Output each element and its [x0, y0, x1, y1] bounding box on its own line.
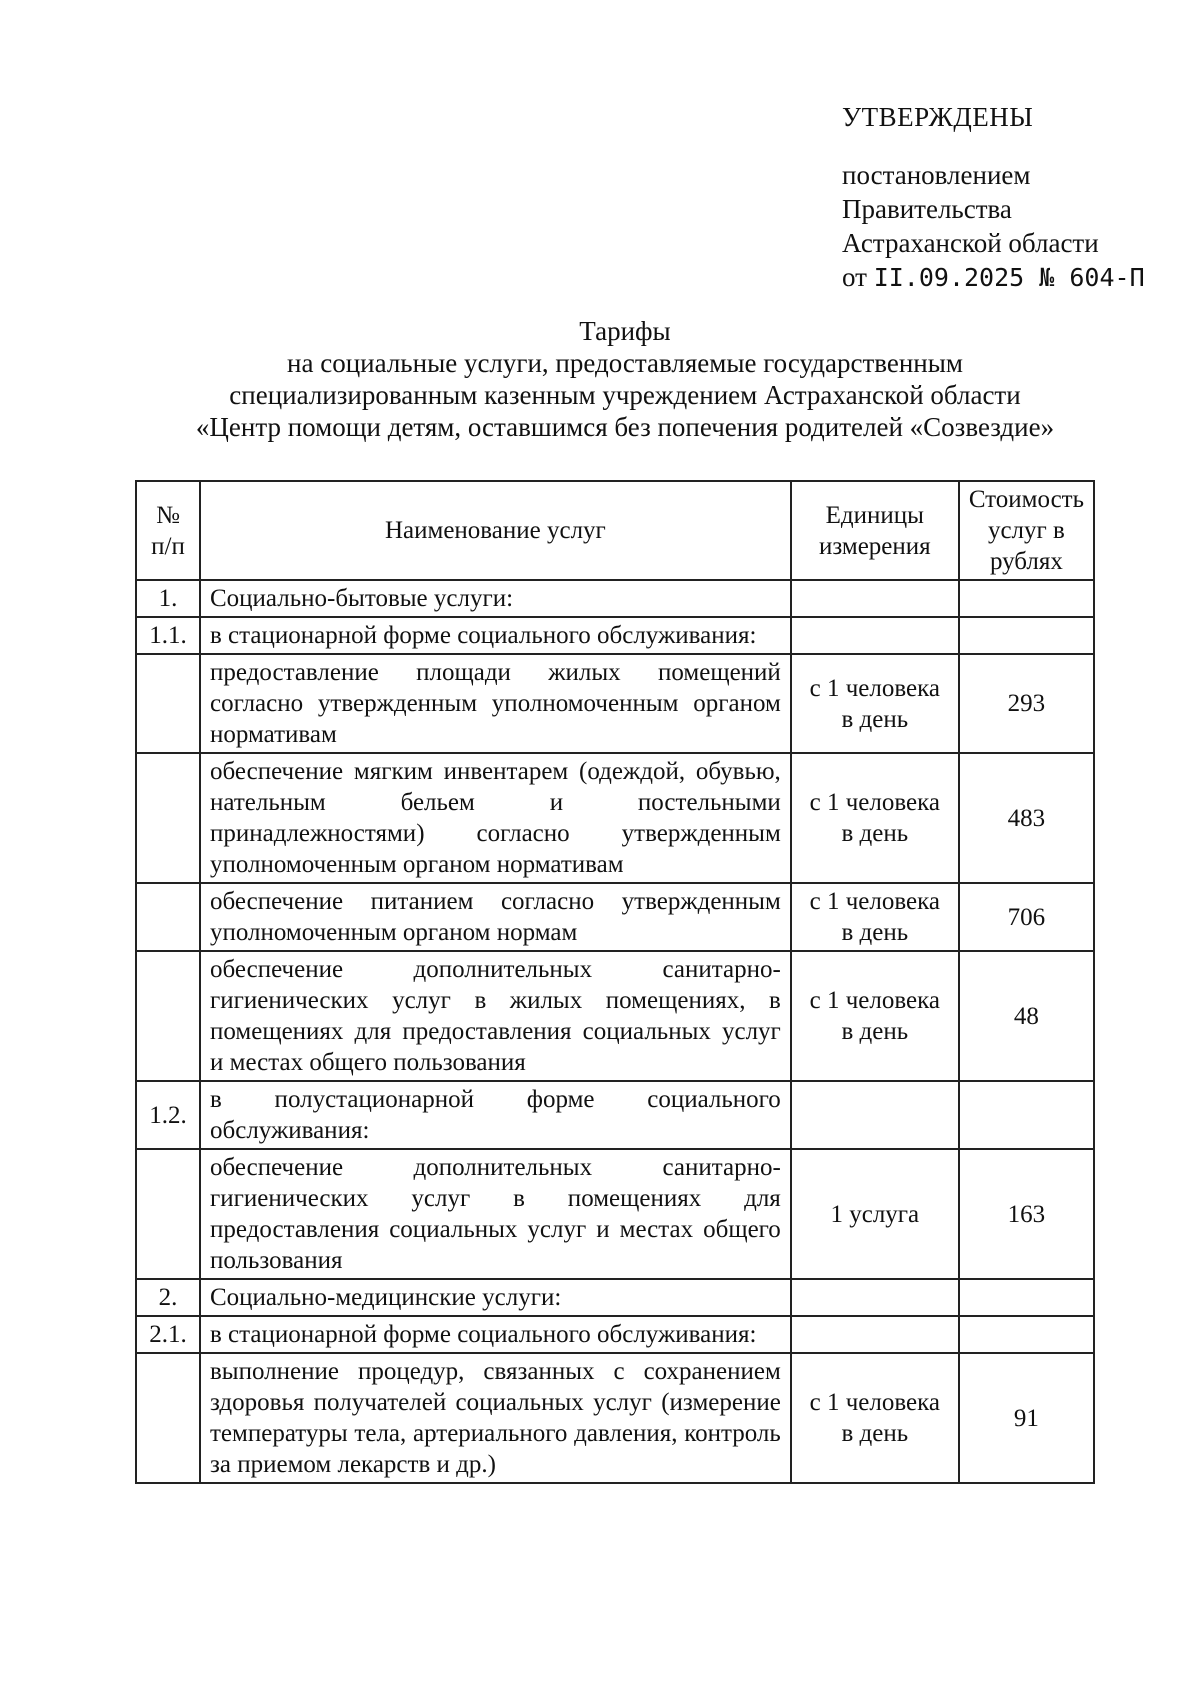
row-num: [136, 883, 200, 951]
header-cost: Стоимость услуг в рублях: [959, 481, 1094, 580]
row-cost: 163: [959, 1149, 1094, 1279]
table-row: [136, 580, 1094, 617]
approval-date: [842, 260, 1145, 295]
row-service-name: выполнение процедур, связанных с сохранением здоровья получателей социальных услуг (измерение температуры тела, артериального давления, контроль за приемом лекарств и др.): [200, 1353, 791, 1483]
heading-line-2: на социальные услуги, предоставляемые государственным: [287, 348, 963, 378]
row-unit: с 1 человека в день: [791, 883, 959, 951]
row-num: 1.1.: [136, 617, 200, 654]
table-row: [136, 883, 1094, 951]
row-unit: [791, 1316, 959, 1353]
table-row: [136, 1081, 1094, 1149]
row-num: [136, 1149, 200, 1279]
table-row: [136, 1353, 1094, 1483]
approval-date-prefix: от: [842, 262, 867, 292]
row-num: 2.1.: [136, 1316, 200, 1353]
approval-line-2: Правительства: [842, 194, 1012, 224]
row-cost: 293: [959, 654, 1094, 753]
table-row: [136, 617, 1094, 654]
header-name: Наименование услуг: [200, 481, 791, 580]
approval-date-value: II.09.2025 № 604-П: [873, 263, 1145, 292]
heading-line-4: «Центр помощи детям, оставшимся без попечения родителей «Созвездие»: [195, 412, 1055, 442]
header-num: № п/п: [136, 481, 200, 580]
heading-title: Тарифы: [579, 316, 671, 346]
row-service-name: обеспечение дополнительных санитарно-гигиенических услуг в помещениях для предоставления социальных услуг и местах общего пользования: [200, 1149, 791, 1279]
table-header-row: [136, 481, 1094, 580]
table-row: [136, 951, 1094, 1081]
approval-line-3: Астраханской области: [842, 228, 1099, 258]
approval-line-1: постановлением: [842, 160, 1031, 190]
row-num: [136, 654, 200, 753]
row-service-name: Социально-бытовые услуги:: [200, 580, 791, 617]
row-cost: [959, 1279, 1094, 1316]
row-unit: [791, 617, 959, 654]
approval-title: УТВЕРЖДЕНЫ: [842, 102, 1034, 132]
row-service-name: в стационарной форме социального обслуживания:: [200, 1316, 791, 1353]
row-unit: с 1 человека в день: [791, 753, 959, 883]
row-unit: [791, 580, 959, 617]
approval-block: [842, 100, 1145, 295]
row-service-name: в полустационарной форме социального обслуживания:: [200, 1081, 791, 1149]
row-unit: 1 услуга: [791, 1149, 959, 1279]
document-heading: [0, 315, 1200, 443]
row-num: 2.: [136, 1279, 200, 1316]
row-cost: [959, 1316, 1094, 1353]
row-service-name: обеспечение дополнительных санитарно-гигиенических услуг в жилых помещениях, в помещениях для предоставления социальных услуг и местах общего пользования: [200, 951, 791, 1081]
row-cost: [959, 617, 1094, 654]
row-service-name: обеспечение питанием согласно утвержденным уполномоченным органом нормам: [200, 883, 791, 951]
row-cost: [959, 580, 1094, 617]
row-unit: [791, 1081, 959, 1149]
row-num: 1.: [136, 580, 200, 617]
row-service-name: обеспечение мягким инвентарем (одеждой, обувью, нательным бельем и постельными принадлежностями) согласно утвержденным уполномоченным органом нормативам: [200, 753, 791, 883]
header-unit: Единицы измерения: [791, 481, 959, 580]
table-row: [136, 753, 1094, 883]
heading-line-3: специализированным казенным учреждением Астраханской области: [229, 380, 1021, 410]
table-row: [136, 654, 1094, 753]
row-service-name: в стационарной форме социального обслуживания:: [200, 617, 791, 654]
table-row: [136, 1149, 1094, 1279]
row-unit: с 1 человека в день: [791, 1353, 959, 1483]
tariffs-table: [135, 480, 1095, 1484]
row-num: [136, 1353, 200, 1483]
row-unit: [791, 1279, 959, 1316]
table-row: [136, 1279, 1094, 1316]
row-cost: 483: [959, 753, 1094, 883]
row-service-name: Социально-медицинские услуги:: [200, 1279, 791, 1316]
row-num: [136, 753, 200, 883]
row-unit: с 1 человека в день: [791, 951, 959, 1081]
row-cost: 706: [959, 883, 1094, 951]
row-num: 1.2.: [136, 1081, 200, 1149]
row-unit: с 1 человека в день: [791, 654, 959, 753]
row-service-name: предоставление площади жилых помещений согласно утвержденным уполномоченным органом нормативам: [200, 654, 791, 753]
row-cost: 91: [959, 1353, 1094, 1483]
row-cost: [959, 1081, 1094, 1149]
table-row: [136, 1316, 1094, 1353]
row-cost: 48: [959, 951, 1094, 1081]
row-num: [136, 951, 200, 1081]
